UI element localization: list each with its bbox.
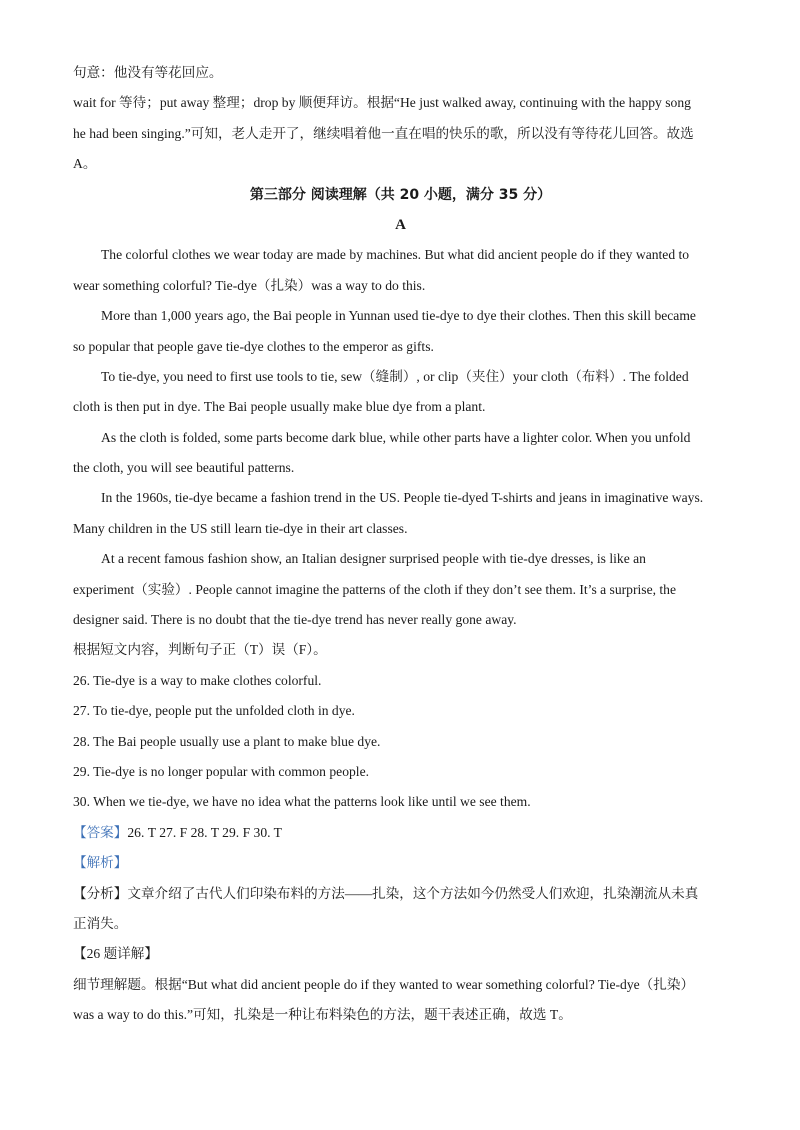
- summary-line: 正消失。: [73, 915, 128, 931]
- answer-text: 26. T 27. F 28. T 29. F 30. T: [127, 824, 282, 840]
- detail-line: was a way to do this.”可知，扎染是一种让布料染色的方法，题干表述正确，故选 T。: [73, 1007, 572, 1023]
- passage-line: The colorful clothes we wear today are made by machines. But what did ancient people do if they wanted to: [101, 247, 690, 263]
- prev-sentence-meaning: 句意：他没有等花回应。: [73, 65, 223, 80]
- prev-explanation-line: he had been singing.”可知，老人走开了，继续唱着他一直在唱的快乐的歌，所以没有等待花儿回答。故选: [73, 125, 694, 141]
- detail-line: 细节理解题。根据“But what did ancient people do if they wanted to wear something colorful? Tie-dye（扎染）: [73, 976, 695, 992]
- question-28: 28. The Bai people usually use a plant to make blue dye.: [73, 733, 381, 749]
- passage-line: experiment（实验）. People cannot imagine the patterns of the cloth if they don’t see them. It’s a surprise, the: [73, 581, 677, 597]
- passage-line: cloth is then put in dye. The Bai people usually make blue dye from a plant.: [73, 399, 486, 415]
- passage-line: designer said. There is no doubt that the tie-dye trend has never really gone away.: [73, 612, 517, 628]
- passage-letter: A: [395, 216, 406, 233]
- document-page: [73, 58, 728, 1031]
- passage-line: so popular that people gave tie-dye clothes to the emperor as gifts.: [73, 338, 434, 354]
- passage-line: Many children in the US still learn tie-dye in their art classes.: [73, 520, 408, 536]
- passage-line: To tie-dye, you need to first use tools to tie, sew（缝制）, or clip（夹住）your cloth（布料）. The folded: [101, 368, 689, 384]
- section-title: 第三部分 阅读理解（共 20 小题，满分 35 分）: [249, 186, 552, 203]
- answer-label: 【答案】: [73, 824, 128, 840]
- summary-label: 【分析】: [73, 885, 128, 901]
- prev-explanation-line: A。: [73, 156, 97, 172]
- analysis-label: 【解析】: [73, 855, 128, 871]
- question-30: 30. When we tie-dye, we have no idea what the patterns look like until we see them.: [73, 794, 531, 810]
- question-26: 26. Tie-dye is a way to make clothes colorful.: [73, 672, 322, 688]
- passage-line: wear something colorful? Tie-dye（扎染）was a way to do this.: [73, 277, 426, 293]
- summary-text: 文章介绍了古代人们印染布料的方法——扎染，这个方法如今仍然受人们欢迎，扎染潮流从未真: [127, 885, 699, 901]
- passage-line: More than 1,000 years ago, the Bai people in Yunnan used tie-dye to dye their clothes. Then this skill became: [101, 308, 696, 324]
- instruction: 根据短文内容，判断句子正（T）误（F）。: [73, 642, 327, 658]
- analysis-heading: [73, 848, 728, 878]
- passage-line: As the cloth is folded, some parts become dark blue, while other parts have a lighter color. When you unfold: [101, 429, 691, 445]
- summary-row: [73, 879, 728, 909]
- detail-heading: 【26 题详解】: [73, 946, 158, 962]
- passage-line: In the 1960s, tie-dye became a fashion trend in the US. People tie-dyed T-shirts and jeans in imaginative ways.: [101, 490, 704, 506]
- question-29: 29. Tie-dye is no longer popular with common people.: [73, 763, 370, 779]
- answer-row: [73, 818, 728, 848]
- question-27: 27. To tie-dye, people put the unfolded cloth in dye.: [73, 703, 355, 719]
- passage-line: At a recent famous fashion show, an Italian designer surprised people with tie-dye dresses, is like an: [101, 551, 646, 567]
- passage-line: the cloth, you will see beautiful patterns.: [73, 460, 295, 476]
- prev-explanation-line: wait for 等待；put away 整理；drop by 顺便拜访。根据“He just walked away, continuing with the happy song: [73, 95, 691, 111]
